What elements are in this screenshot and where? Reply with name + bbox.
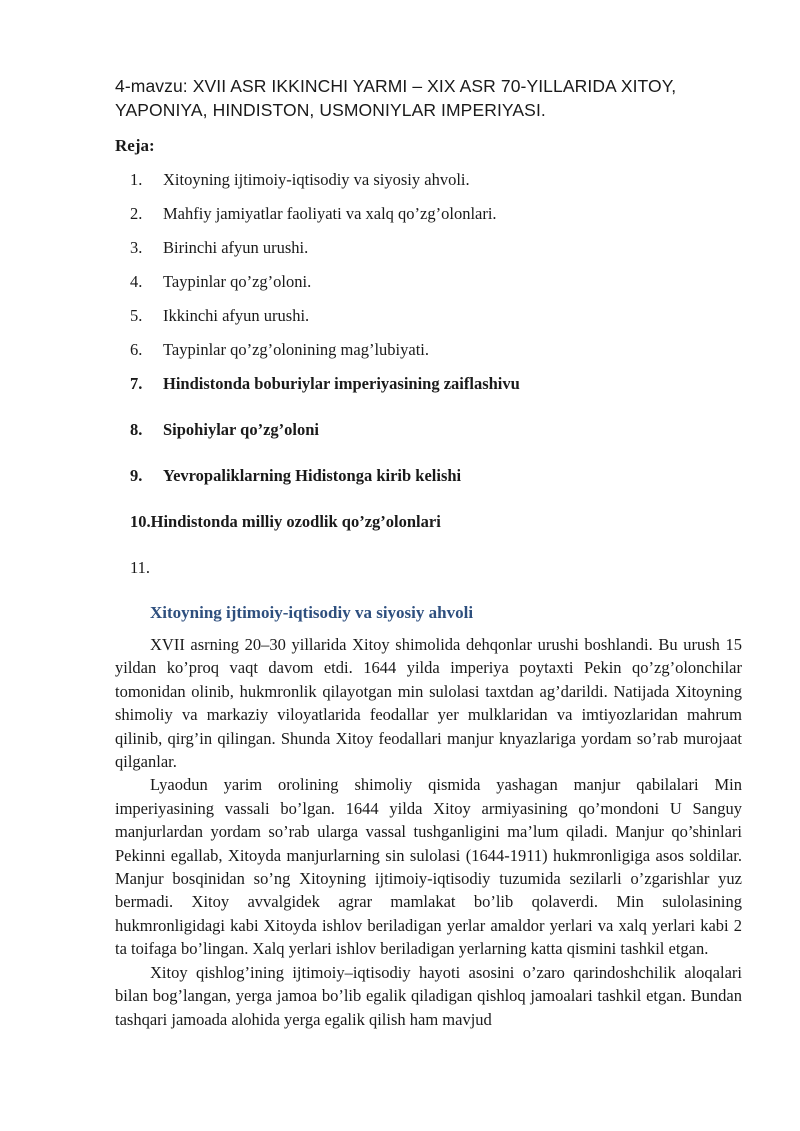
plan-item-text: Ikkinchi afyun urushi. bbox=[163, 306, 310, 325]
plan-item bbox=[130, 558, 163, 578]
plan-item-number: 9. bbox=[130, 466, 143, 485]
topic-title: 4-mavzu: XVII ASR IKKINCHI YARMI – XIX ASR 70-YILLARIDA XITOY, YAPONIYA, HINDISTON, USMONIYLAR IMPERIYASI. bbox=[115, 76, 677, 120]
plan-item-number: 8. bbox=[130, 420, 143, 439]
plan-item bbox=[130, 238, 308, 258]
paragraph: XVII asrning 20–30 yillarida Xitoy shimolida dehqonlar urushi boshlandi. Bu urush 15 yildan ko’proq vaqt davom etdi. 1644 yilda imperiya poytaxti Pekin qo’zg’olonchilar tomonidan olinib, hukmronlik qilayotgan min sulolasi taxtdan ag’darildi. Natijada Xitoyning shimoliy va markaziy viloyatlarida feodallar yer mulklaridan va imtiyozlaridan mahrum qilinib, qirg’in qilingan. Shunda Xitoy feodallari manjur knyazlariga yordam so’rab murojaat qilganlar. bbox=[115, 635, 742, 772]
plan-item bbox=[130, 170, 470, 190]
plan-item-text: Mahfiy jamiyatlar faoliyati va xalq qo’zg’olonlari. bbox=[163, 204, 497, 223]
plan-item-text: Hindistonda milliy ozodlik qo’zg’olonlari bbox=[150, 512, 441, 531]
plan-item bbox=[130, 272, 311, 292]
plan-item-number: 10. bbox=[130, 512, 151, 531]
plan-item-text: Xitoyning ijtimoiy-iqtisodiy va siyosiy ahvoli. bbox=[163, 170, 470, 189]
plan-item-number: 6. bbox=[130, 340, 143, 359]
paragraph: Xitoy qishlog’ining ijtimoiy–iqtisodiy hayoti asosini o’zaro qarindoshchilik aloqalari bilan bog’langan, yerga jamoa bo’lib egalik qiladigan qishloq jamoalari tashkil etgan. Bundan tashqari jamoada alohida yerga egalik qilish ham mavjud bbox=[115, 962, 742, 1029]
plan-item bbox=[130, 420, 319, 440]
plan-item-text: Hindistonda boburiylar imperiyasining zaiflashivu bbox=[163, 374, 520, 393]
plan-item-number: 1. bbox=[130, 170, 143, 189]
plan-label: Reja: bbox=[115, 136, 155, 155]
plan-item-number: 4. bbox=[130, 272, 143, 291]
body-text bbox=[115, 633, 742, 1031]
plan-item-number: 5. bbox=[130, 306, 143, 325]
plan-item bbox=[130, 204, 497, 224]
plan-item-number: 3. bbox=[130, 238, 143, 257]
plan-item-number: 7. bbox=[130, 374, 143, 393]
section-heading: Xitoyning ijtimoiy-iqtisodiy va siyosiy ahvoli bbox=[150, 603, 474, 622]
plan-item bbox=[130, 512, 441, 532]
plan-item bbox=[130, 374, 520, 394]
plan-item bbox=[130, 306, 309, 326]
paragraph: Lyaodun yarim orolining shimoliy qismida yashagan manjur qabilalari Min imperiyasining vassali bo’lgan. 1644 yilda Xitoy armiyasining qo’mondoni U Sanguy manjurlardan yordam so’rab ularga vassal tushganligini ma’lum qiladi. Manjur qo’shinlari Pekinni egallab, Xitoyda manjurlarning sin sulolasi (1644-1911) hukmronligiga asos soldilar. Manjur bosqinidan so’ng Xitoyning ijtimoiy-iqtisodiy tuzumida sezilarli o’zgarishlar yuz bermadi. Xitoy avvalgidek agrar mamlakat bo’lib qolaverdi. Min sulolasining hukmronligidagi kabi Xitoyda ishlov beriladigan yerlar amaldor yerlari va xalq yerlari kabi 2 ta toifaga bo’lingan. Xalq yerlari ishlov beriladigan yerlarning katta qismini tashkil etgan. bbox=[115, 775, 742, 959]
plan-item bbox=[130, 466, 461, 486]
plan-item-number: 11. bbox=[130, 558, 151, 577]
plan-item-text: Taypinlar qo’zg’oloni. bbox=[163, 272, 312, 291]
plan-item-text: Taypinlar qo’zg’olonining mag’lubiyati. bbox=[163, 340, 429, 359]
plan-item-text: Sipohiylar qo’zg’oloni bbox=[163, 420, 320, 439]
plan-item-text: Birinchi afyun urushi. bbox=[163, 238, 309, 257]
plan-item bbox=[130, 340, 429, 360]
plan-item-number: 2. bbox=[130, 204, 143, 223]
plan-item-text: Yevropaliklarning Hidistonga kirib kelishi bbox=[163, 466, 462, 485]
